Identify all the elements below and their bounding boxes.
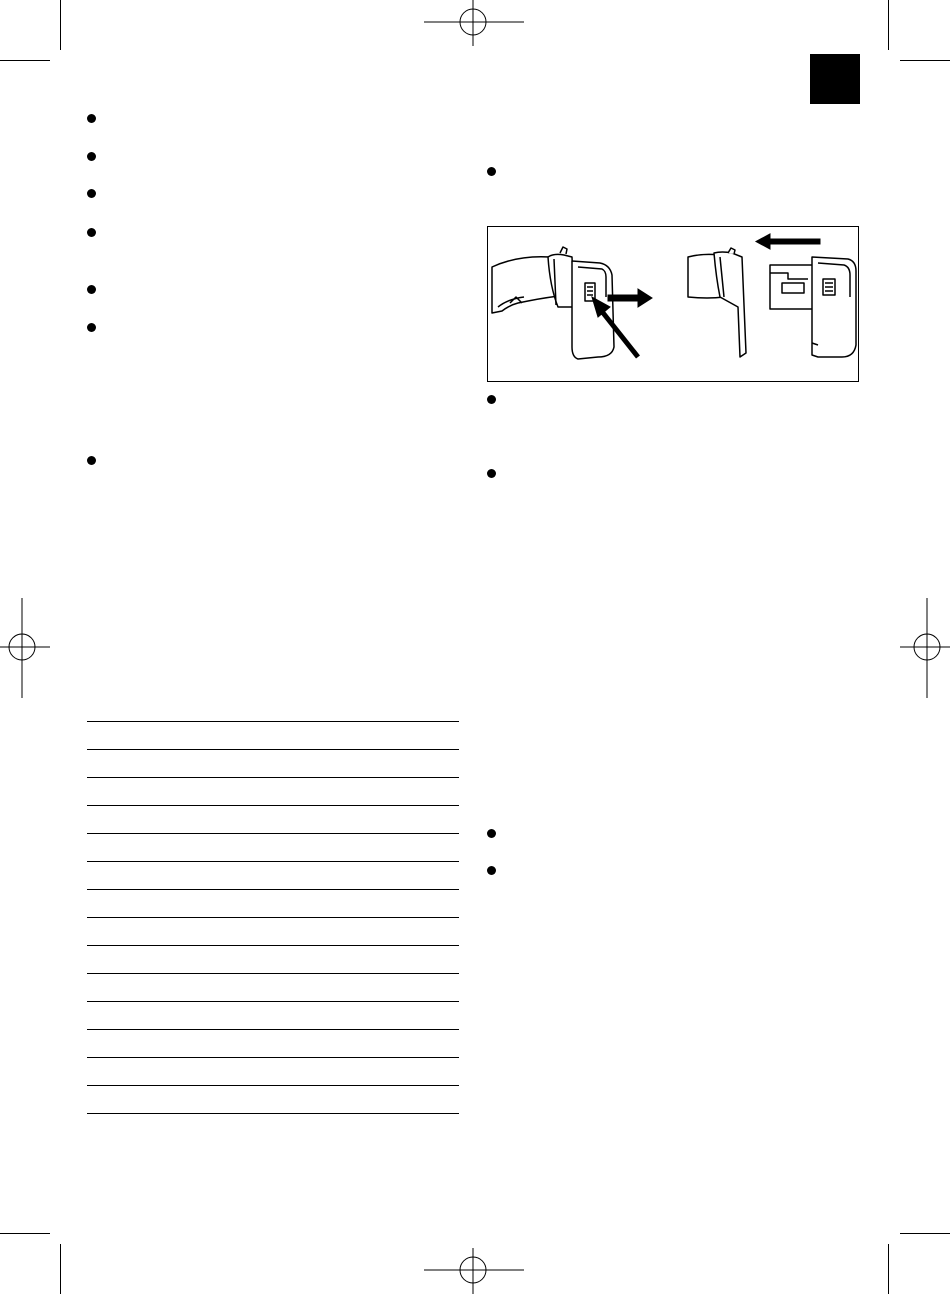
bullet-icon <box>87 114 96 123</box>
bullet-icon <box>487 469 496 478</box>
bullet-icon <box>487 829 496 838</box>
table-row-rule <box>87 1029 459 1030</box>
bullet-icon <box>87 189 96 198</box>
table-row-rule <box>87 1113 459 1114</box>
table-row-rule <box>87 805 459 806</box>
registration-mark-top <box>424 0 524 50</box>
table-row-rule <box>87 749 459 750</box>
crop-mark <box>60 0 61 50</box>
table-row-rule <box>87 973 459 974</box>
bullet-icon <box>87 228 96 237</box>
bullet-icon <box>487 167 496 176</box>
crop-mark <box>888 0 889 50</box>
crop-mark <box>900 1233 950 1234</box>
table-row-rule <box>87 945 459 946</box>
arrow-right-icon <box>608 289 652 307</box>
registration-mark-left <box>0 598 50 698</box>
table-row-rule <box>87 833 459 834</box>
crop-mark <box>60 1244 61 1294</box>
table-row-rule <box>87 721 459 722</box>
registration-mark-bottom <box>424 1244 524 1294</box>
bullet-icon <box>487 866 496 875</box>
bullet-icon <box>87 152 96 161</box>
crop-mark <box>0 60 50 61</box>
bullet-icon <box>487 395 496 404</box>
table-row-rule <box>87 1085 459 1086</box>
arrow-left-icon <box>756 234 820 249</box>
table-row-rule <box>87 889 459 890</box>
crop-mark <box>0 1233 50 1234</box>
battery-figure <box>487 226 859 382</box>
bullet-icon <box>87 285 96 294</box>
bullet-icon <box>87 456 96 465</box>
table-row-rule <box>87 1057 459 1058</box>
table-row-rule <box>87 777 459 778</box>
table-row-rule <box>87 861 459 862</box>
battery-illustration <box>488 227 859 382</box>
table-row-rule <box>87 917 459 918</box>
language-tab <box>810 54 860 104</box>
registration-mark-right <box>900 598 950 698</box>
battery-insert-illustration <box>688 248 856 357</box>
crop-mark <box>900 60 950 61</box>
bullet-icon <box>87 323 96 332</box>
crop-mark <box>888 1244 889 1294</box>
table-row-rule <box>87 1001 459 1002</box>
